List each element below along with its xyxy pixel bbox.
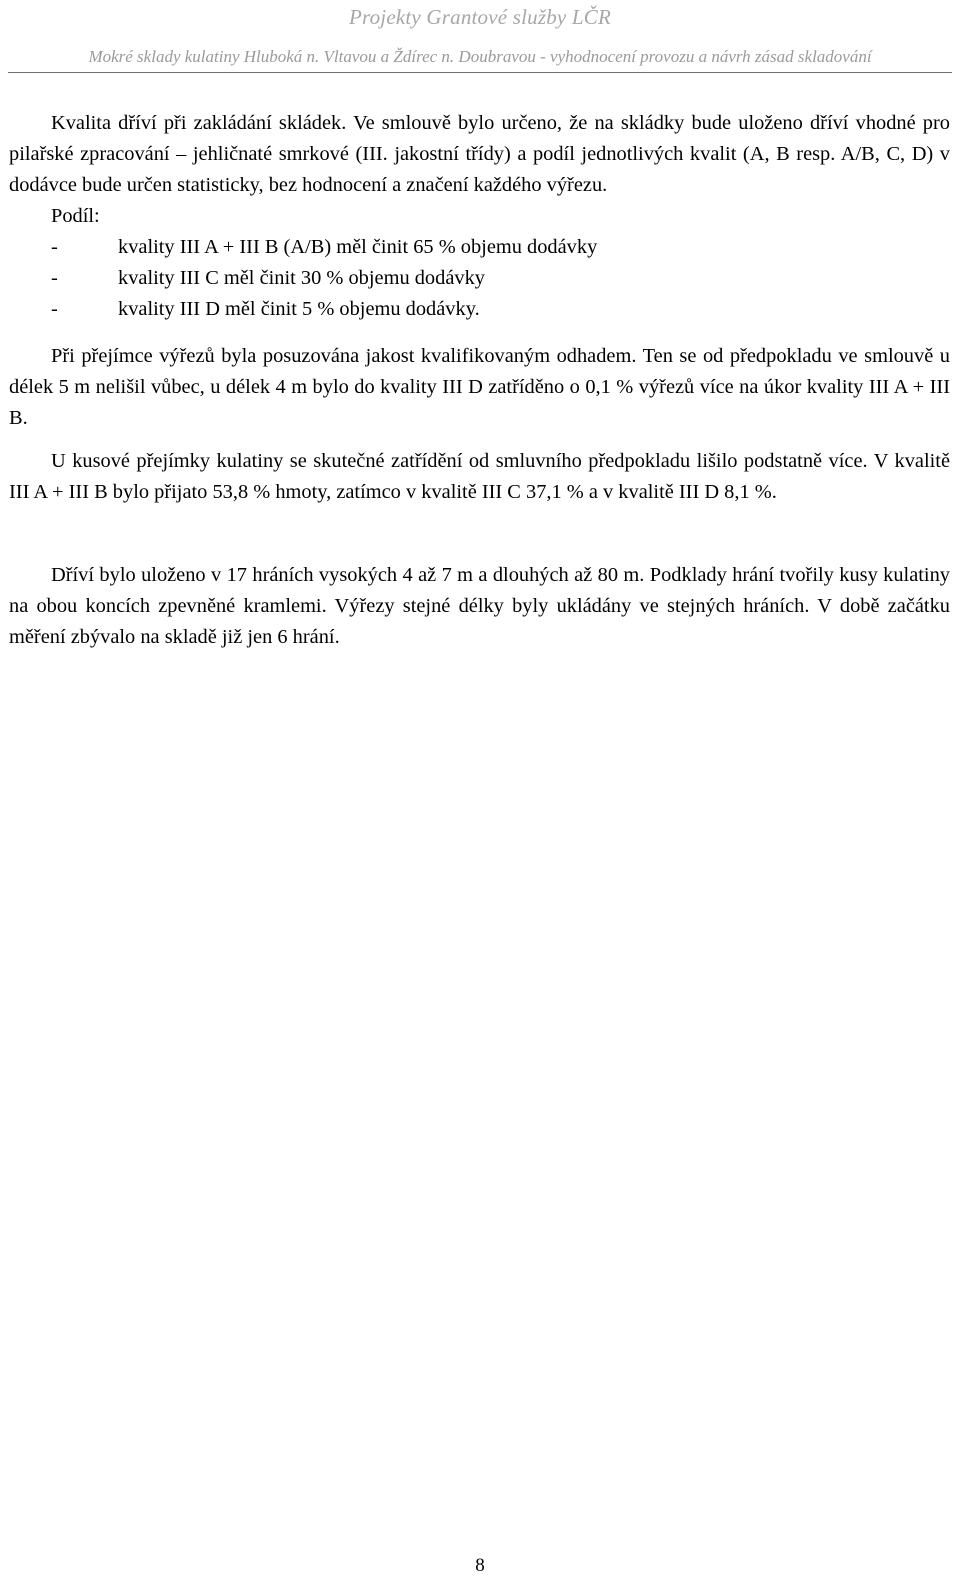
list-item-text: kvality III A + III B (A/B) měl činit 65 % objemu dodávky bbox=[118, 236, 598, 258]
header-title: Projekty Grantové služby LČR bbox=[348, 5, 612, 29]
list-marker: - bbox=[51, 267, 58, 289]
page-header bbox=[0, 0, 960, 68]
header-subtitle: Mokré sklady kulatiny Hluboká n. Vltavou a Ždírec n. Doubravou - vyhodnocení provozu a návrh zásad skladování bbox=[88, 47, 872, 66]
list-marker: - bbox=[51, 236, 58, 258]
paragraph-wood-quality: Kvalita dříví při zakládání skládek. Ve smlouvě bylo určeno, že na skládky bude uloženo dříví vhodné pro pilařské zpracování – jehličnaté smrkové (III. jakostní třídy) a podíl jednotlivých kvalit (A, B resp. A/B, C, D) v dodávce bude určen statisticky, bez hodnocení a značení každého výřezu. bbox=[9, 112, 950, 196]
list-item-text: kvality III D měl činit 5 % objemu dodávky. bbox=[118, 298, 480, 320]
list-item bbox=[9, 232, 950, 263]
list-intro: Podíl: bbox=[51, 205, 100, 227]
list-item-text: kvality III C měl činit 30 % objemu dodávky bbox=[118, 267, 485, 289]
header-divider bbox=[8, 72, 952, 73]
quality-share-list bbox=[9, 232, 950, 325]
list-marker: - bbox=[51, 298, 58, 320]
list-item bbox=[9, 263, 950, 294]
list-item bbox=[9, 294, 950, 325]
page-number: 8 bbox=[475, 1555, 485, 1576]
paragraph-storage-piles: Dříví bylo uloženo v 17 hráních vysokých 4 až 7 m a dlouhých až 80 m. Podklady hrání tvořily kusy kulatiny na obou koncích zpevněné kramlemi. Výřezy stejné délky byly ukládány ve stejných hráních. V době začátku měření zbývalo na skladě již jen 6 hrání. bbox=[9, 564, 950, 648]
paragraph-piece-acceptance: U kusové přejímky kulatiny se skutečné zatřídění od smluvního předpokladu lišilo podstatně více. V kvalitě III A + III B bylo přijato 53,8 % hmoty, zatímco v kvalitě III C 37,1 % a v kvalitě III D 8,1 %. bbox=[9, 450, 950, 503]
paragraph-acceptance-quality: Při přejímce výřezů byla posuzována jakost kvalifikovaným odhadem. Ten se od předpokladu ve smlouvě u délek 5 m nelišil vůbec, u délek 4 m bylo do kvality III D zatříděno o 0,1 % výřezů více na úkor kvality III A + III B. bbox=[9, 345, 950, 429]
document-body bbox=[9, 108, 950, 653]
